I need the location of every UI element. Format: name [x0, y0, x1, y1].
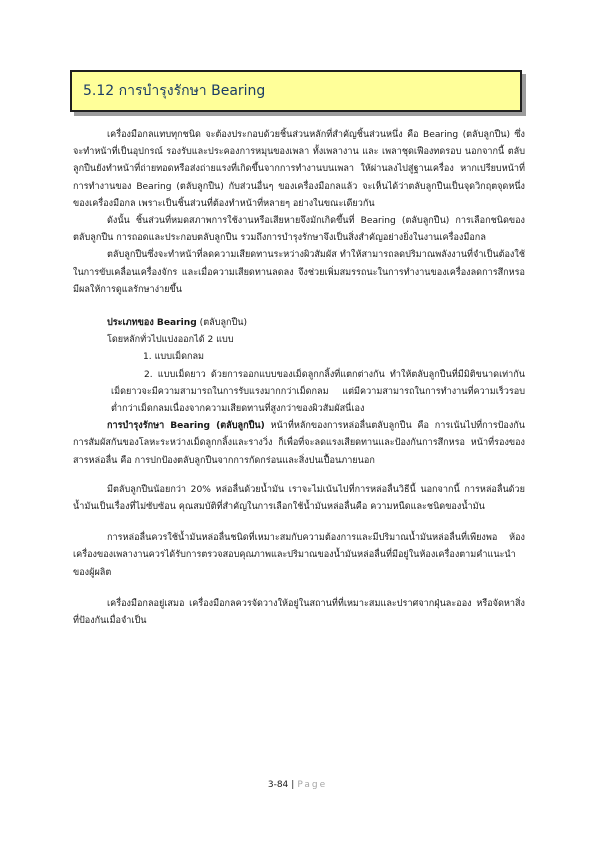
- paragraph-machine-placement: เครื่องมือกลอยู่เสมอ เครื่องมือกลควรจัดวางให้อยู่ในสถานที่ที่เหมาะสมและปราศจากฝุ่นละออง หรือจัดหาสิ่งที่ป้องกันเมื่อจำเป็น: [73, 598, 525, 627]
- footer-separator: |: [291, 780, 295, 790]
- page-footer: [0, 779, 595, 791]
- paragraph-oil-lubrication: มีตลับลูกปืนน้อยกว่า 20% หล่อลื่นด้วยน้ำมัน เราจะไม่เน้นไปที่การหล่อลื่นวิธีนี้ นอกจากนี้ การหล่อลื่นด้วยน้ำมันเป็นเรื่องที่ไม่ซับซ้อน คุณสมบัติที่สำคัญในการเลือกใช้น้ำมันหล่อลื่นคือ ความหนืดและชนิดของน้ำมัน: [73, 484, 525, 513]
- document-body: [73, 127, 525, 630]
- types-heading: [73, 315, 525, 332]
- types-title: ประเภทของ Bearing: [107, 318, 197, 329]
- maintenance-title: การบำรุงรักษา Bearing: [107, 421, 211, 432]
- paragraph-friction: ตลับลูกปืนซึ่งจะทำหน้าที่ลดความเสียดทานระหว่างผิวสัมผัส ทำให้สามารถลดปริมาณพลังงานที่จำเป็นต้องใช้ในการขับเคลื่อนเครื่องจักร และเมื่อความเสียดทานลดลง จึงช่วยเพิ่มสมรรถนะในการทำงานของเครื่องลดการสึกหรอมีผลให้การดูแลรักษาง่ายขึ้น: [73, 250, 525, 295]
- list-item-type-2: 2. แบบเม็ดยาว ด้วยการออกแบบของเม็ดลูกกลิ้งที่แตกต่างกัน ทำให้ตลับลูกปืนที่มีมิติขนาดเท่ากันเม็ดยาวจะมีความสามารถในการรับแรงมากกว่าเม็ดกลม แต่มีความสามารถในการทำงานที่ความเร็วรอบต่ำกว่าเม็ดกลมเนื่องจากความเสียดทานที่สูงกว่าของผิวสัมผัสนี่เอง: [111, 369, 525, 415]
- paragraph-bearing-damage: ดังนั้น ชิ้นส่วนที่หมดสภาพการใช้งานหรือเสียหายจึงมักเกิดขึ้นที่ Bearing (ตลับลูกปืน) การเลือกชนิดของตลับลูกปืน การถอดและประกอบตลับลูกปืน รวมถึงการบำรุงรักษาจึงเป็นสิ่งสำคัญอย่างยิ่งในงานเครื่องมือกล: [73, 216, 525, 244]
- page-word: Page: [297, 780, 328, 790]
- section-heading: 5.12 การบำรุงรักษา Bearing: [83, 83, 266, 99]
- page-number: 3-84: [267, 780, 289, 790]
- maintenance-body: หน้าที่หลักของการหล่อลื่นตลับลูกปืน คือ การเน้นไปที่การป้องกันการสัมผัสกันของโลหะระหว่างเม็ดลูกกลิ้งและรางวิ่ง ก็เพื่อที่จะลดแรงเสียดทานและป้องกันการสึกหรอ หน้าที่รองของสารหล่อลื่น คือ การปกป้องตลับลูกปืนจากการกัดกร่อนและสิ่งปนเปื้อนภายนอก: [73, 421, 526, 466]
- paragraph-intro: เครื่องมือกลแทบทุกชนิด จะต้องประกอบด้วยชิ้นส่วนหลักที่สำคัญชิ้นส่วนหนึ่ง คือ Bearing (ตลับลูกปืน) ซึ่งจะทำหน้าที่เป็นอุปกรณ์ รองรับและประคองการหมุนของเพลา ทั้งเพลางาน และ เพลาชุดเฟืองทดรอบ นอกจากนี้ ตลับลูกปืนยังทำหน้าที่ถ่ายทอดหรือส่งถ่ายแรงที่เกิดขึ้นจากการทำงานบนเพลา ให้ผ่านลงไปสู่ฐานเครื่อง หากเปรียบหน้าที่การทำงานของ Bearing (ตลับลูกปืน) กับส่วนอื่นๆ ของเครื่องมือกลแล้ว จะเห็นได้ว่าตลับลูกปืนเป็นจุดวิกฤตจุดหนึ่งของเครื่องมือกล เพราะเป็นชิ้นส่วนที่ต้องทำหน้าที่หลายๆ อย่างในขณะเดียวกัน: [73, 130, 525, 209]
- list-item-type-1: 1. แบบเม็ดกลม: [143, 352, 205, 363]
- maintenance-title-suffix: (ตลับลูกปืน): [210, 421, 265, 432]
- types-title-suffix: (ตลับลูกปืน): [196, 318, 248, 329]
- section-heading-box: [70, 70, 522, 112]
- maintenance-paragraph: [73, 418, 525, 470]
- paragraph-lubricant-choice: การหล่อลื่นควรใช้น้ำมันหล่อลื่นชนิดที่เหมาะสมกับความต้องการและมีปริมาณน้ำมันหล่อลื่นที่เพียงพอ ห้องเครื่องของเพลางานควรได้รับการตรวจสอบคุณภาพและปริมาณของน้ำมันหล่อลื่นที่มีอยู่ในห้องเครื่องตามคำแนะนำของผู้ผลิต: [73, 533, 525, 578]
- types-intro: โดยหลักทั่วไปแบ่งออกได้ 2 แบบ: [107, 335, 234, 346]
